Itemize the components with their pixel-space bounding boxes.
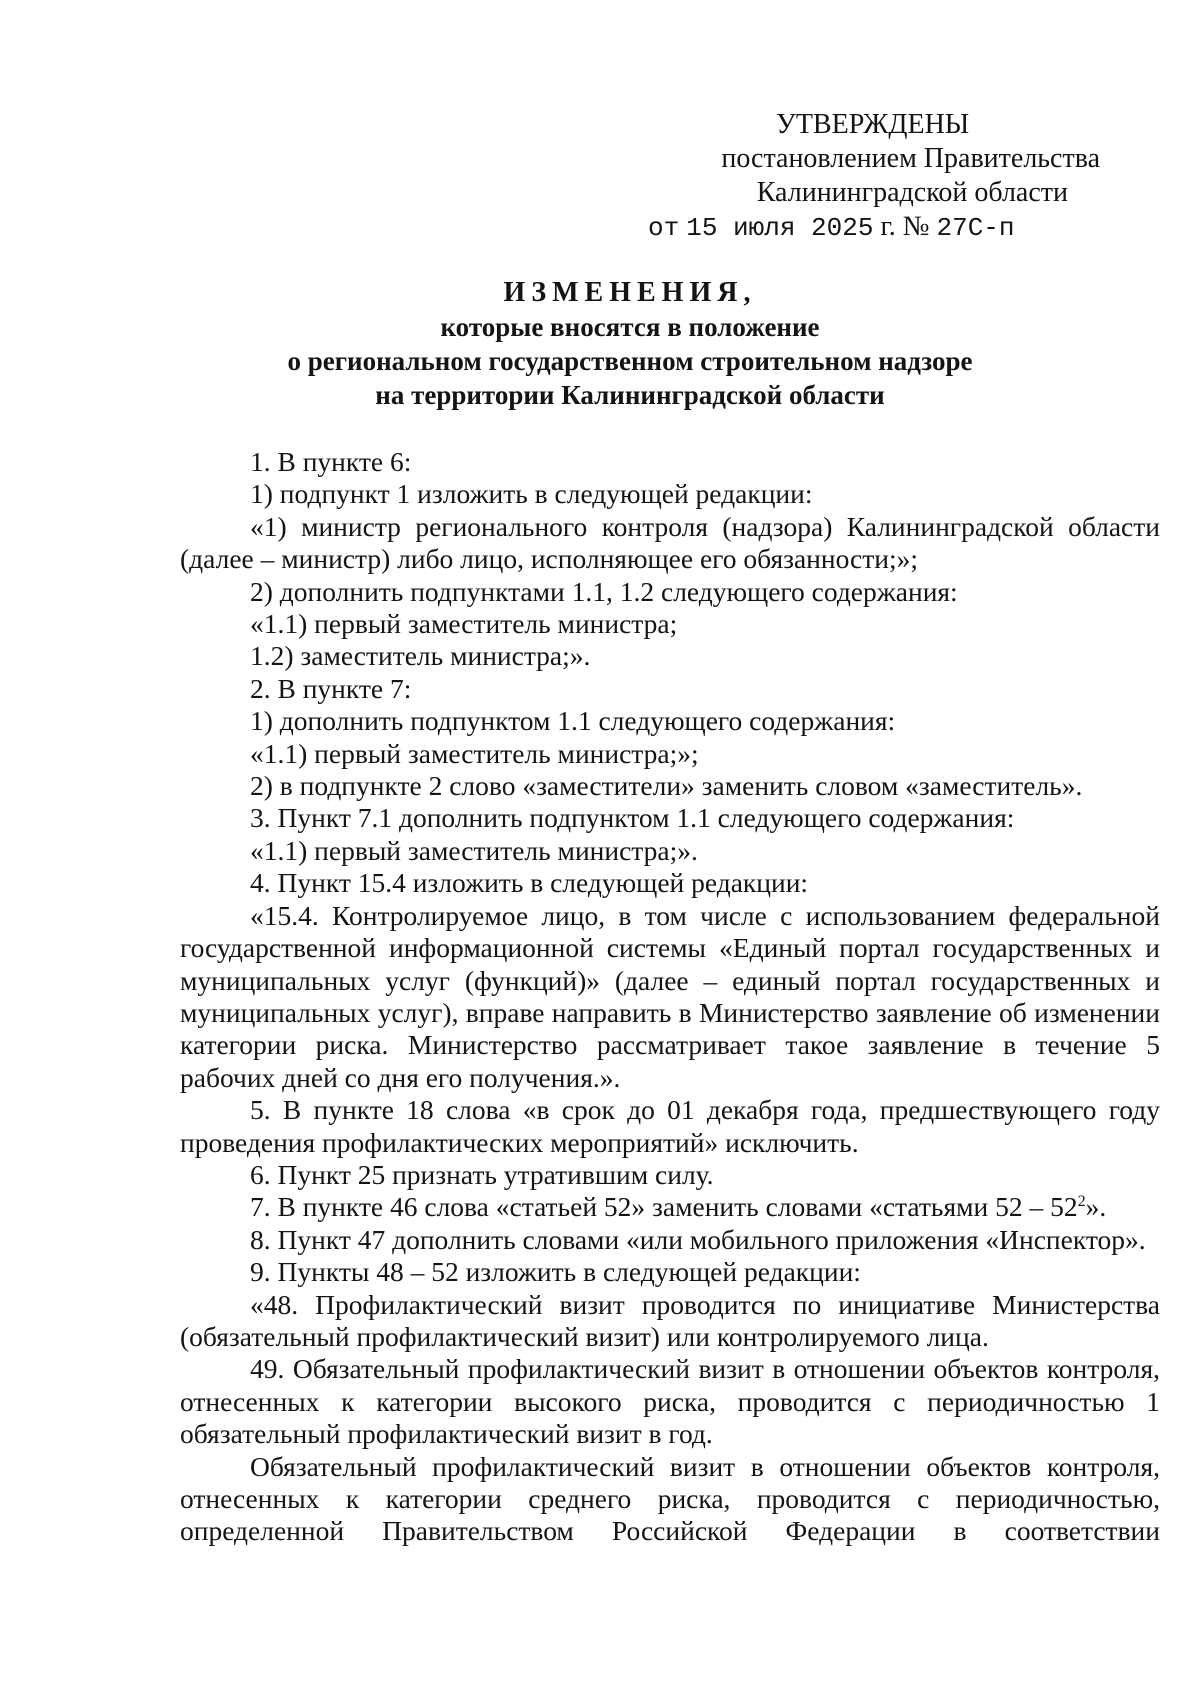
paragraph: 5. В пункте 18 слова «в срок до 01 декабря года, предшествующего году проведения профилактических мероприятий» исключить. [180,1094,1160,1158]
title-main: ИЗМЕНЕНИЯ, [503,277,757,308]
approval-issuer: постановлением Правительства [721,143,1100,174]
paragraph-part: ». [1085,1191,1107,1223]
approval-heading: УТВЕРЖДЕНЫ [776,109,970,140]
paragraph: 4. Пункт 15.4 изложить в следующей редакции: [250,867,809,899]
paragraph: 2) дополнить подпунктами 1.1, 1.2 следующего содержания: [250,575,958,607]
title-sub-3: на территории Калининградской области [375,380,885,410]
approval-date-prefix: от [648,213,680,243]
paragraph-part: 7. В пункте 46 слова «статьей 52» заменить словами «статьями 52 – 52 [250,1191,1078,1223]
title-sub-1: которые вносятся в положение [440,312,820,342]
paragraph: 6. Пункт 25 признать утратившим силу. [250,1158,714,1190]
paragraph: 1. В пункте 6: [250,446,412,477]
paragraph: 8. Пункт 47 дополнить словами «или мобильного приложения «Инспектор». [250,1223,1146,1255]
paragraph: Обязательный профилактический визит в отношении объектов контроля, отнесенных к категории среднего риска, проводится с периодичностью, определенной Правительством Российской Федерации в соответствии [180,1450,1160,1547]
approval-date-line [640,210,1120,245]
paragraph: 1) подпункт 1 изложить в следующей редакции: [250,478,813,510]
paragraph: «48. Профилактический визит проводится по инициативе Министерства (обязательный профилактический визит) или контролируемого лица. [180,1288,1160,1352]
paragraph-with-superscript [180,1191,1160,1223]
approval-region: Калининградской области [756,177,1068,208]
paragraph: 1.2) заместитель министра;». [250,640,591,672]
paragraph: 3. Пункт 7.1 дополнить подпунктом 1.1 следующего содержания: [250,802,1015,834]
title-sub-2: о региональном государственном строительном надзоре [287,346,973,376]
paragraph: 9. Пункты 48 – 52 изложить в следующей редакции: [250,1256,861,1288]
approval-date: 15 июля 2025 [686,213,874,243]
approval-number: 27С-п [936,213,1015,243]
paragraph: 1) дополнить подпунктом 1.1 следующего содержания: [250,705,896,737]
paragraph: «1.1) первый заместитель министра;». [250,834,698,866]
paragraph: «15.4. Контролируемое лицо, в том числе с использованием федеральной государственной информационной системы «Единый портал государственных и муниципальных услуг (функций)» (далее – единый портал государственных и муниципальных услуг), вправе направить в Министерство заявление об изменении категории риска. Министерство рассматривает такое заявление в течение 5 рабочих дней со дня его получения.». [180,899,1160,1093]
superscript: 2 [1077,1193,1086,1211]
paragraph: «1.1) первый заместитель министра;»; [250,737,699,769]
paragraph: «1) министр регионального контроля (надзора) Калининградской области (далее – министр) либо лицо, исполняющее его обязанности;»; [180,510,1160,575]
paragraph: 2. В пункте 7: [250,672,412,704]
paragraph: 49. Обязательный профилактический визит в отношении объектов контроля, отнесенных к категории высокого риска, проводится с периодичностью 1 обязательный профилактический визит в год. [180,1353,1160,1450]
approval-date-suffix: г. № [880,211,930,242]
paragraph: «1.1) первый заместитель министра; [250,608,678,640]
approval-block [640,108,1120,245]
paragraph: 2) в подпункте 2 слово «заместители» заменить словом «заместитель». [250,770,1083,802]
document-body [180,446,1160,1548]
document-title [150,276,1110,412]
